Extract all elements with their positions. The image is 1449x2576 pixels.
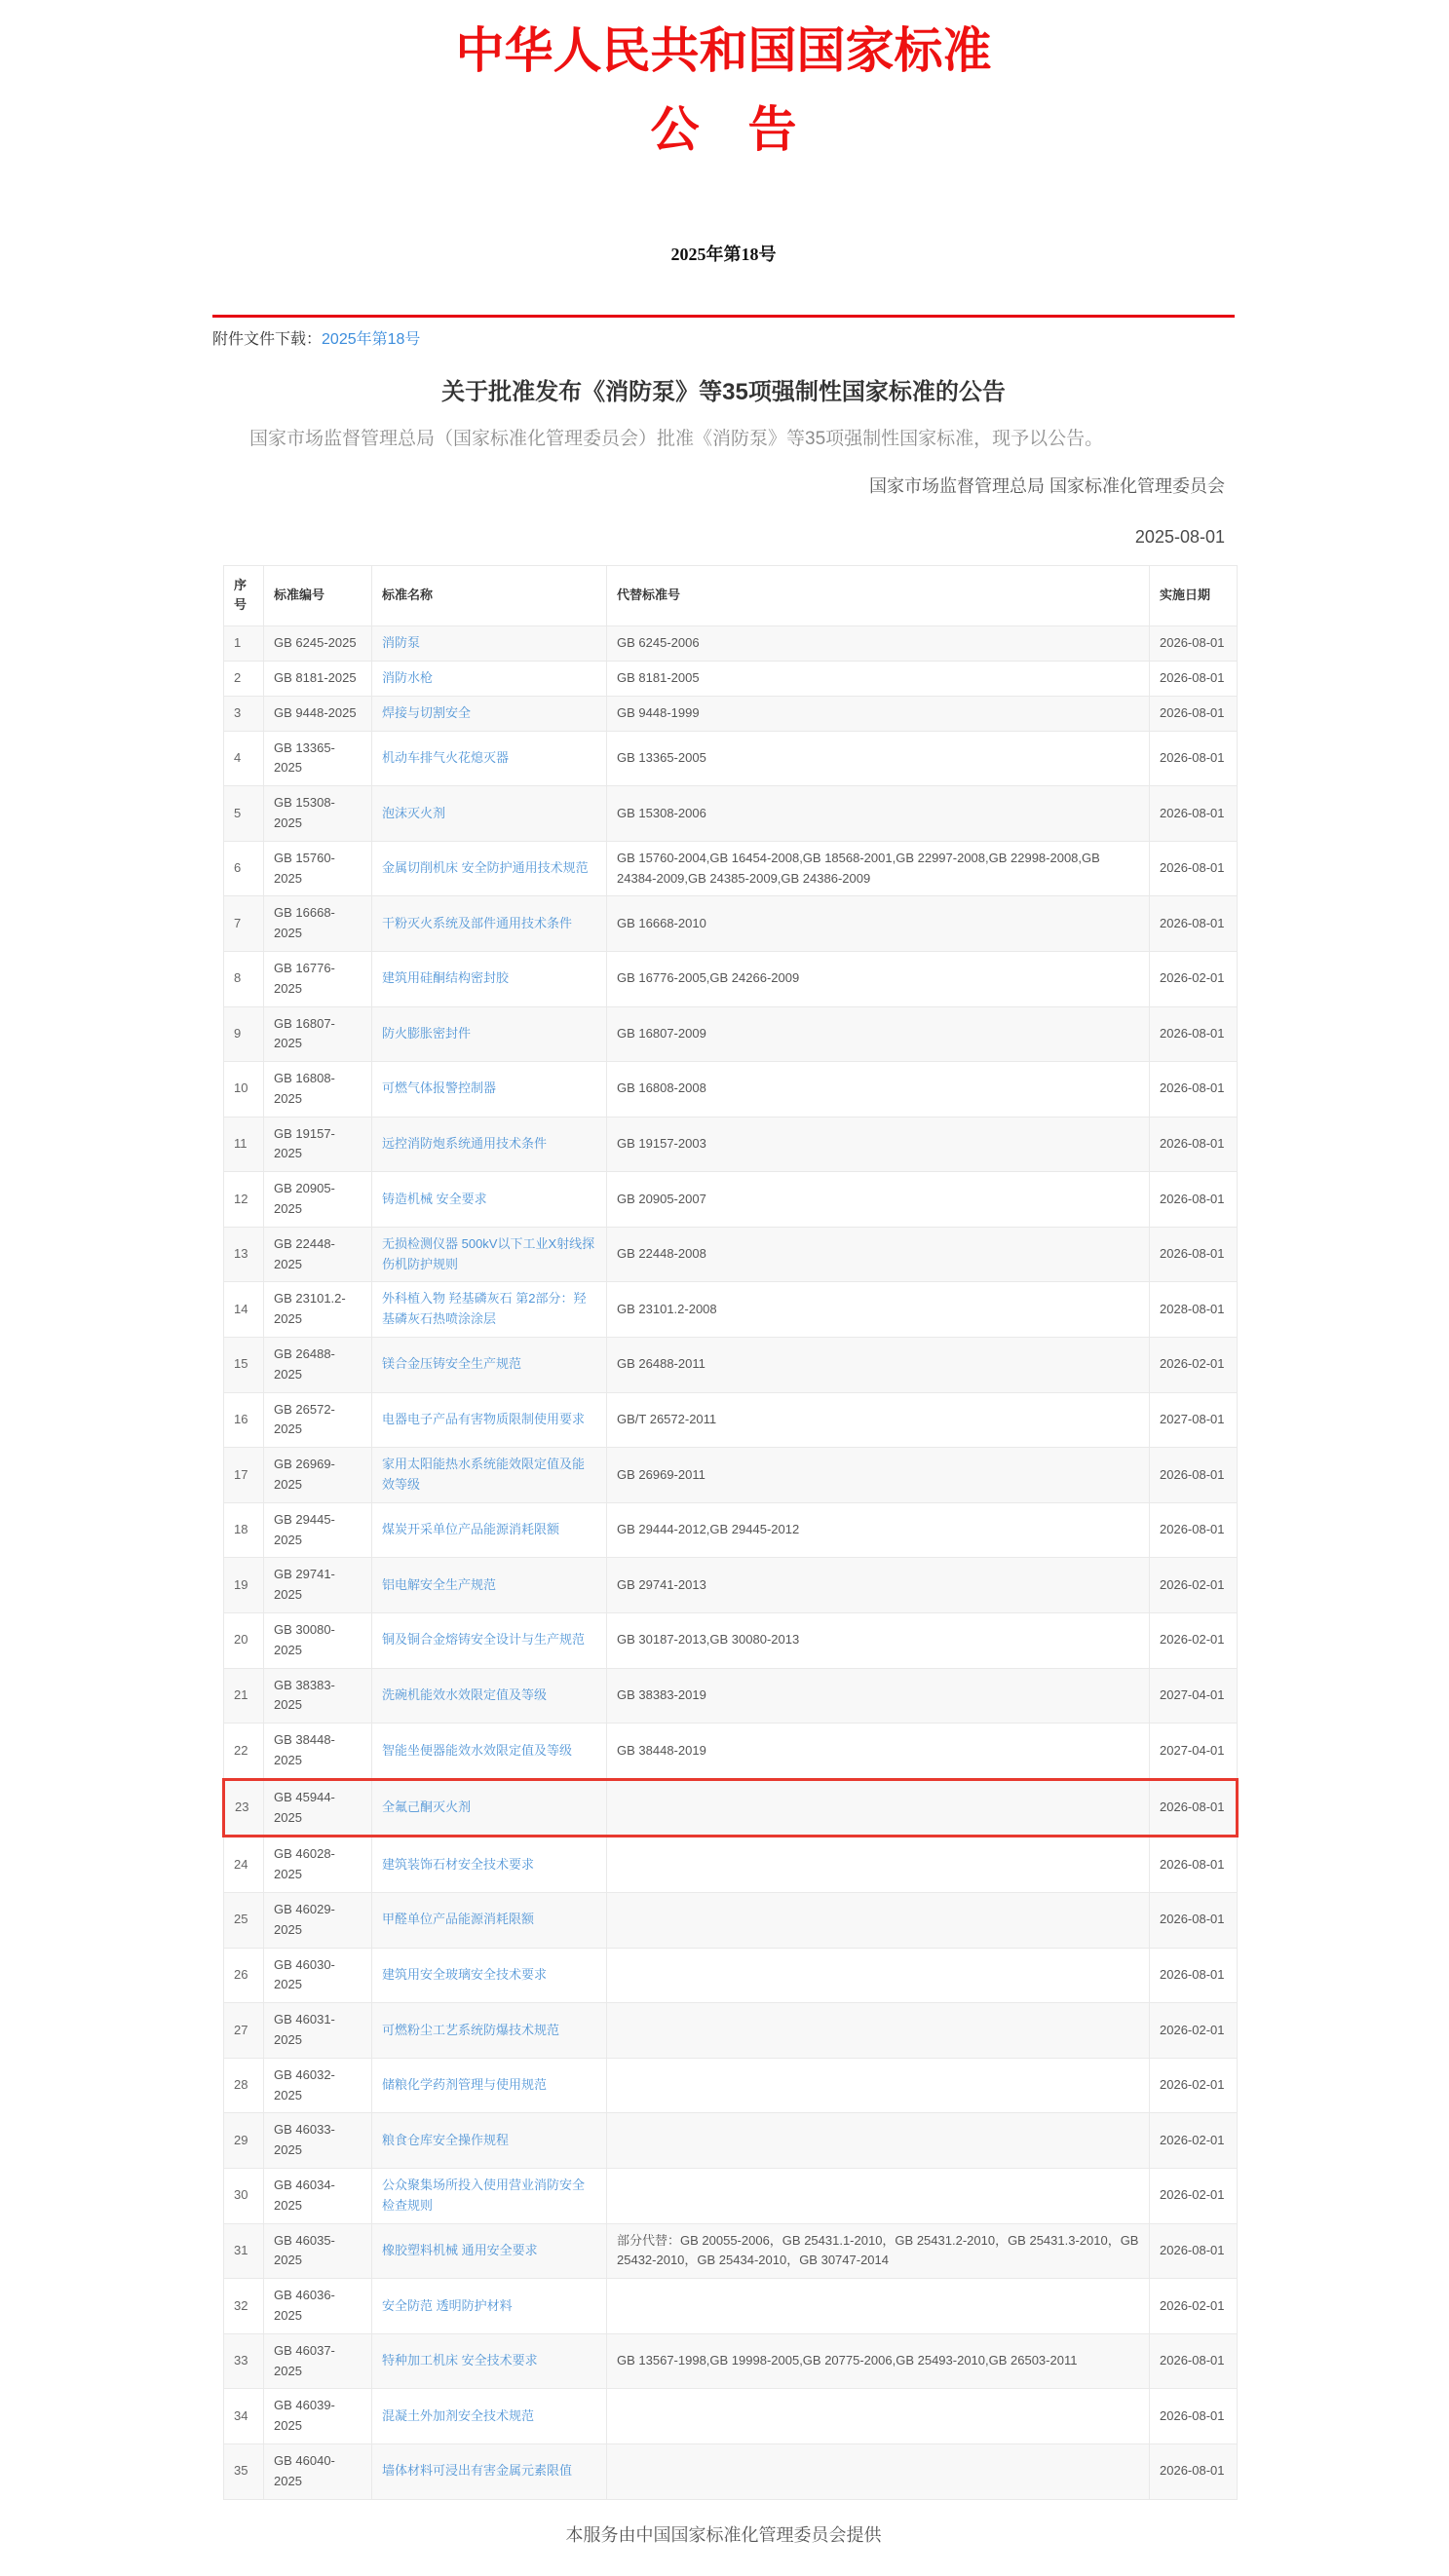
replaced-standard-cell: GB 13365-2005 bbox=[607, 731, 1150, 786]
standard-name-link[interactable]: 混凝土外加剂安全技术规范 bbox=[382, 2407, 535, 2423]
implementation-date-cell: 2026-08-01 bbox=[1150, 841, 1238, 896]
implementation-date-cell: 2026-08-01 bbox=[1150, 786, 1238, 842]
standard-name-cell bbox=[372, 1392, 607, 1448]
standard-code-cell: GB 46040-2025 bbox=[264, 2443, 372, 2499]
replaced-standard-cell bbox=[607, 2168, 1150, 2223]
replaced-standard-cell: GB 30187-2013,GB 30080-2013 bbox=[607, 1613, 1150, 1669]
page-title: 中华人民共和国国家标准 bbox=[455, 23, 992, 78]
replaced-standard-cell: GB 38448-2019 bbox=[607, 1724, 1150, 1780]
standard-code-cell: GB 19157-2025 bbox=[264, 1117, 372, 1172]
issuer-signature: 国家市场监督管理总局 国家标准化管理委员会 bbox=[869, 475, 1225, 496]
standard-name-link[interactable]: 电器电子产品有害物质限制使用要求 bbox=[382, 1412, 586, 1427]
table-row bbox=[224, 2223, 1238, 2279]
standard-name-cell bbox=[372, 2003, 607, 2059]
attachment-label: 附件文件下载： bbox=[212, 331, 323, 348]
replaced-standard-cell: GB 8181-2005 bbox=[607, 661, 1150, 696]
standard-name-link[interactable]: 全氟己酮灭火剂 bbox=[382, 1799, 472, 1815]
col-header-name: 标准名称 bbox=[372, 565, 607, 626]
replaced-standard-cell: GB 23101.2-2008 bbox=[607, 1282, 1150, 1338]
standard-name-link[interactable]: 智能坐便器能效水效限定值及等级 bbox=[382, 1742, 573, 1758]
row-no-cell: 25 bbox=[224, 1893, 264, 1949]
row-no-cell: 29 bbox=[224, 2113, 264, 2169]
table-row bbox=[224, 1724, 1238, 1780]
col-header-index: 序号 bbox=[224, 565, 264, 626]
standard-name-link[interactable]: 外科植入物 羟基磷灰石 第2部分：羟基磷灰石热喷涂涂层 bbox=[382, 1291, 587, 1327]
standard-name-cell bbox=[372, 2223, 607, 2279]
standard-name-cell bbox=[372, 896, 607, 952]
row-no-cell: 23 bbox=[224, 1779, 264, 1837]
implementation-date-cell: 2026-08-01 bbox=[1150, 626, 1238, 662]
standard-code-cell: GB 16668-2025 bbox=[264, 896, 372, 952]
row-no-cell: 28 bbox=[224, 2058, 264, 2113]
standard-name-link[interactable]: 焊接与切割安全 bbox=[382, 704, 472, 720]
row-no-cell: 34 bbox=[224, 2389, 264, 2444]
standard-name-cell bbox=[372, 696, 607, 731]
standard-name-link[interactable]: 洗碗机能效水效限定值及等级 bbox=[382, 1687, 548, 1703]
standard-code-cell: GB 46034-2025 bbox=[264, 2168, 372, 2223]
standard-code-cell: GB 9448-2025 bbox=[264, 696, 372, 731]
standard-name-cell bbox=[372, 1724, 607, 1780]
standard-name-link[interactable]: 机动车排气火花熄灭器 bbox=[382, 749, 510, 765]
standard-name-cell bbox=[372, 2333, 607, 2389]
replaced-standard-cell: GB 16807-2009 bbox=[607, 1006, 1150, 1062]
standard-name-cell bbox=[372, 841, 607, 896]
row-no-cell: 6 bbox=[224, 841, 264, 896]
replaced-standard-cell bbox=[607, 2389, 1150, 2444]
issue-number: 2025年第18号 bbox=[670, 245, 777, 264]
implementation-date-cell: 2026-08-01 bbox=[1150, 731, 1238, 786]
table-row bbox=[224, 841, 1238, 896]
row-no-cell: 9 bbox=[224, 1006, 264, 1062]
table-row bbox=[224, 1948, 1238, 2003]
standard-name-cell bbox=[372, 1779, 607, 1837]
standard-code-cell: GB 38448-2025 bbox=[264, 1724, 372, 1780]
standard-name-cell bbox=[372, 1172, 607, 1228]
table-row bbox=[224, 1117, 1238, 1172]
page-subtitle: 公 告 bbox=[650, 102, 797, 157]
table-row bbox=[224, 2058, 1238, 2113]
implementation-date-cell: 2026-08-01 bbox=[1150, 896, 1238, 952]
replaced-standard-cell bbox=[607, 2113, 1150, 2169]
standard-name-link[interactable]: 储粮化学药剂管理与使用规范 bbox=[382, 2077, 548, 2093]
replaced-standard-cell bbox=[607, 2443, 1150, 2499]
standard-name-link[interactable]: 铸造机械 安全要求 bbox=[382, 1191, 487, 1206]
row-no-cell: 1 bbox=[224, 626, 264, 662]
table-row bbox=[224, 1558, 1238, 1613]
table-header-row bbox=[224, 565, 1238, 626]
standard-name-link[interactable]: 干粉灭火系统及部件通用技术条件 bbox=[382, 915, 573, 930]
row-no-cell: 32 bbox=[224, 2279, 264, 2334]
table-row bbox=[224, 1448, 1238, 1503]
standard-code-cell: GB 16807-2025 bbox=[264, 1006, 372, 1062]
standard-code-cell: GB 46039-2025 bbox=[264, 2389, 372, 2444]
standard-code-cell: GB 45944-2025 bbox=[264, 1779, 372, 1837]
row-no-cell: 5 bbox=[224, 786, 264, 842]
replaced-standard-cell bbox=[607, 1779, 1150, 1837]
replaced-standard-cell: GB 16808-2008 bbox=[607, 1062, 1150, 1118]
implementation-date-cell: 2026-08-01 bbox=[1150, 1837, 1238, 1893]
standard-code-cell: GB 23101.2-2025 bbox=[264, 1282, 372, 1338]
standard-name-link[interactable]: 消防泵 bbox=[382, 635, 421, 651]
row-no-cell: 20 bbox=[224, 1613, 264, 1669]
standard-name-link[interactable]: 公众聚集场所投入使用营业消防安全检查规则 bbox=[382, 2177, 586, 2213]
row-no-cell: 14 bbox=[224, 1282, 264, 1338]
replaced-standard-cell: GB 26969-2011 bbox=[607, 1448, 1150, 1503]
row-no-cell: 10 bbox=[224, 1062, 264, 1118]
col-header-replaced: 代替标准号 bbox=[607, 565, 1150, 626]
standard-name-cell bbox=[372, 1117, 607, 1172]
standard-name-cell bbox=[372, 2443, 607, 2499]
standard-name-cell bbox=[372, 2279, 607, 2334]
standard-code-cell: GB 16808-2025 bbox=[264, 1062, 372, 1118]
implementation-date-cell: 2026-08-01 bbox=[1150, 2223, 1238, 2279]
standard-name-link[interactable]: 甲醛单位产品能源消耗限额 bbox=[382, 1912, 535, 1927]
standard-name-link[interactable]: 煤炭开采单位产品能源消耗限额 bbox=[382, 1522, 560, 1537]
standard-code-cell: GB 46035-2025 bbox=[264, 2223, 372, 2279]
row-no-cell: 17 bbox=[224, 1448, 264, 1503]
row-no-cell: 15 bbox=[224, 1338, 264, 1393]
table-row bbox=[224, 1338, 1238, 1393]
replaced-standard-cell: GB 13567-1998,GB 19998-2005,GB 20775-2006,GB 25493-2010,GB 26503-2011 bbox=[607, 2333, 1150, 2389]
standard-code-cell: GB 46029-2025 bbox=[264, 1893, 372, 1949]
row-no-cell: 22 bbox=[224, 1724, 264, 1780]
standard-name-link[interactable]: 建筑用安全玻璃安全技术要求 bbox=[382, 1966, 548, 1982]
table-row bbox=[224, 1062, 1238, 1118]
table-row bbox=[224, 1893, 1238, 1949]
row-no-cell: 16 bbox=[224, 1392, 264, 1448]
table-row bbox=[224, 1502, 1238, 1558]
replaced-standard-cell: GB 20905-2007 bbox=[607, 1172, 1150, 1228]
row-no-cell: 7 bbox=[224, 896, 264, 952]
row-no-cell: 24 bbox=[224, 1837, 264, 1893]
replaced-standard-cell bbox=[607, 1893, 1150, 1949]
standard-code-cell: GB 26572-2025 bbox=[264, 1392, 372, 1448]
row-no-cell: 8 bbox=[224, 951, 264, 1006]
standard-name-cell bbox=[372, 2113, 607, 2169]
standard-name-link[interactable]: 粮食仓库安全操作规程 bbox=[382, 2132, 510, 2147]
table-row bbox=[224, 1282, 1238, 1338]
standard-name-link[interactable]: 建筑用硅酮结构密封胶 bbox=[382, 970, 510, 986]
row-no-cell: 3 bbox=[224, 696, 264, 731]
implementation-date-cell: 2026-08-01 bbox=[1150, 2389, 1238, 2444]
implementation-date-cell: 2026-02-01 bbox=[1150, 1558, 1238, 1613]
implementation-date-cell: 2027-04-01 bbox=[1150, 1668, 1238, 1724]
implementation-date-cell: 2026-02-01 bbox=[1150, 2113, 1238, 2169]
standard-name-cell bbox=[372, 1227, 607, 1282]
issue-date: 2025-08-01 bbox=[1134, 526, 1225, 547]
standard-name-cell bbox=[372, 731, 607, 786]
standard-code-cell: GB 16776-2025 bbox=[264, 951, 372, 1006]
standard-code-cell: GB 46037-2025 bbox=[264, 2333, 372, 2389]
replaced-standard-cell bbox=[607, 2279, 1150, 2334]
row-no-cell: 18 bbox=[224, 1502, 264, 1558]
row-no-cell: 21 bbox=[224, 1668, 264, 1724]
table-row bbox=[224, 2279, 1238, 2334]
standard-name-link[interactable]: 远控消防炮系统通用技术条件 bbox=[382, 1136, 548, 1152]
replaced-standard-cell bbox=[607, 1948, 1150, 2003]
col-header-code: 标准编号 bbox=[264, 565, 372, 626]
table-row bbox=[224, 2333, 1238, 2389]
standard-name-cell bbox=[372, 1613, 607, 1669]
row-no-cell: 4 bbox=[224, 731, 264, 786]
standard-name-link[interactable]: 金属切削机床 安全防护通用技术规范 bbox=[382, 860, 589, 876]
standard-code-cell: GB 13365-2025 bbox=[264, 731, 372, 786]
table-row bbox=[224, 696, 1238, 731]
replaced-standard-cell: GB 38383-2019 bbox=[607, 1668, 1150, 1724]
table-row bbox=[224, 896, 1238, 952]
implementation-date-cell: 2026-08-01 bbox=[1150, 1062, 1238, 1118]
table-row bbox=[224, 786, 1238, 842]
row-no-cell: 13 bbox=[224, 1227, 264, 1282]
standard-name-link[interactable]: 消防水枪 bbox=[382, 669, 434, 685]
table-row bbox=[224, 1613, 1238, 1669]
notice-title: 关于批准发布《消防泵》等35项强制性国家标准的公告 bbox=[441, 379, 1006, 405]
standard-name-cell bbox=[372, 1948, 607, 2003]
standard-name-link[interactable]: 可燃气体报警控制器 bbox=[382, 1080, 497, 1096]
replaced-standard-cell: GB 29741-2013 bbox=[607, 1558, 1150, 1613]
table-row bbox=[224, 661, 1238, 696]
standard-name-cell bbox=[372, 1282, 607, 1338]
standard-name-cell bbox=[372, 2058, 607, 2113]
implementation-date-cell: 2026-02-01 bbox=[1150, 2168, 1238, 2223]
table-row bbox=[224, 2168, 1238, 2223]
standard-name-cell bbox=[372, 1893, 607, 1949]
implementation-date-cell: 2026-08-01 bbox=[1150, 1893, 1238, 1949]
standard-name-cell bbox=[372, 1558, 607, 1613]
standard-code-cell: GB 22448-2025 bbox=[264, 1227, 372, 1282]
standard-name-cell bbox=[372, 2168, 607, 2223]
standard-code-cell: GB 46032-2025 bbox=[264, 2058, 372, 2113]
standards-table bbox=[222, 565, 1239, 2500]
table-row bbox=[224, 2003, 1238, 2059]
standard-name-cell bbox=[372, 786, 607, 842]
table-row bbox=[224, 1227, 1238, 1282]
standard-code-cell: GB 29445-2025 bbox=[264, 1502, 372, 1558]
standard-name-link[interactable]: 家用太阳能热水系统能效限定值及能效等级 bbox=[382, 1457, 586, 1493]
standard-code-cell: GB 8181-2025 bbox=[264, 661, 372, 696]
implementation-date-cell: 2026-08-01 bbox=[1150, 2443, 1238, 2499]
footer-note: 本服务由中国国家标准化管理委员会提供 bbox=[565, 2524, 882, 2545]
implementation-date-cell: 2026-02-01 bbox=[1150, 2058, 1238, 2113]
standard-name-link[interactable]: 铜及铜合金熔铸安全设计与生产规范 bbox=[382, 1632, 586, 1648]
standard-name-link[interactable]: 建筑装饰石材安全技术要求 bbox=[382, 1856, 535, 1872]
standard-name-cell bbox=[372, 661, 607, 696]
standard-code-cell: GB 46028-2025 bbox=[264, 1837, 372, 1893]
row-no-cell: 33 bbox=[224, 2333, 264, 2389]
standard-name-cell bbox=[372, 626, 607, 662]
standard-code-cell: GB 6245-2025 bbox=[264, 626, 372, 662]
standard-code-cell: GB 15760-2025 bbox=[264, 841, 372, 896]
row-no-cell: 30 bbox=[224, 2168, 264, 2223]
standard-name-cell bbox=[372, 2389, 607, 2444]
implementation-date-cell: 2026-08-01 bbox=[1150, 1779, 1238, 1837]
standard-name-link[interactable]: 镁合金压铸安全生产规范 bbox=[382, 1356, 522, 1372]
implementation-date-cell: 2026-08-01 bbox=[1150, 1448, 1238, 1503]
red-divider-rule bbox=[212, 315, 1235, 318]
table-row bbox=[224, 951, 1238, 1006]
implementation-date-cell: 2026-08-01 bbox=[1150, 2333, 1238, 2389]
standard-code-cell: GB 26488-2025 bbox=[264, 1338, 372, 1393]
table-row bbox=[224, 1837, 1238, 1893]
standard-name-link[interactable]: 铝电解安全生产规范 bbox=[382, 1576, 497, 1592]
standard-name-link[interactable]: 泡沫灭火剂 bbox=[382, 805, 446, 820]
standard-name-cell bbox=[372, 1837, 607, 1893]
replaced-standard-cell: GB 16668-2010 bbox=[607, 896, 1150, 952]
implementation-date-cell: 2027-08-01 bbox=[1150, 1392, 1238, 1448]
standard-name-cell bbox=[372, 1006, 607, 1062]
standard-name-link[interactable]: 特种加工机床 安全技术要求 bbox=[382, 2353, 538, 2368]
replaced-standard-cell: GB 19157-2003 bbox=[607, 1117, 1150, 1172]
replaced-standard-cell: GB 9448-1999 bbox=[607, 696, 1150, 731]
standard-name-cell bbox=[372, 951, 607, 1006]
implementation-date-cell: 2026-02-01 bbox=[1150, 951, 1238, 1006]
replaced-standard-cell: GB 29444-2012,GB 29445-2012 bbox=[607, 1502, 1150, 1558]
attachment-download-row bbox=[212, 326, 1235, 349]
standard-name-link[interactable]: 橡胶塑料机械 通用安全要求 bbox=[382, 2242, 538, 2257]
implementation-date-cell: 2026-08-01 bbox=[1150, 1227, 1238, 1282]
standard-name-cell bbox=[372, 1062, 607, 1118]
standard-code-cell: GB 26969-2025 bbox=[264, 1448, 372, 1503]
table-row bbox=[224, 1779, 1238, 1837]
implementation-date-cell: 2026-08-01 bbox=[1150, 696, 1238, 731]
implementation-date-cell: 2026-08-01 bbox=[1150, 1172, 1238, 1228]
standard-code-cell: GB 38383-2025 bbox=[264, 1668, 372, 1724]
replaced-standard-cell: GB 15760-2004,GB 16454-2008,GB 18568-2001,GB 22997-2008,GB 22998-2008,GB 24384-2009,GB 24385-2009,GB 24386-2009 bbox=[607, 841, 1150, 896]
replaced-standard-cell: GB 16776-2005,GB 24266-2009 bbox=[607, 951, 1150, 1006]
standard-code-cell: GB 46030-2025 bbox=[264, 1948, 372, 2003]
standard-code-cell: GB 46036-2025 bbox=[264, 2279, 372, 2334]
implementation-date-cell: 2027-04-01 bbox=[1150, 1724, 1238, 1780]
standard-code-cell: GB 30080-2025 bbox=[264, 1613, 372, 1669]
row-no-cell: 27 bbox=[224, 2003, 264, 2059]
standard-name-cell bbox=[372, 1448, 607, 1503]
row-no-cell: 2 bbox=[224, 661, 264, 696]
implementation-date-cell: 2026-08-01 bbox=[1150, 661, 1238, 696]
table-row bbox=[224, 1006, 1238, 1062]
standard-name-cell bbox=[372, 1338, 607, 1393]
col-header-date: 实施日期 bbox=[1150, 565, 1238, 626]
row-no-cell: 26 bbox=[224, 1948, 264, 2003]
standard-name-link[interactable]: 无损检测仪器 500kV以下工业X射线探伤机防护规则 bbox=[382, 1235, 595, 1271]
row-no-cell: 35 bbox=[224, 2443, 264, 2499]
standard-code-cell: GB 46033-2025 bbox=[264, 2113, 372, 2169]
notice-body-paragraph: 国家市场监督管理总局（国家标准化管理委员会）批准《消防泵》等35项强制性国家标准，现予以公告。 bbox=[249, 429, 1104, 449]
implementation-date-cell: 2028-08-01 bbox=[1150, 1282, 1238, 1338]
standard-name-cell bbox=[372, 1502, 607, 1558]
replaced-standard-cell: 部分代替：GB 20055-2006，GB 25431.1-2010，GB 25431.2-2010，GB 25431.3-2010，GB 25432-2010，GB 25434-2010，GB 30747-2014 bbox=[607, 2223, 1150, 2279]
replaced-standard-cell bbox=[607, 2003, 1150, 2059]
implementation-date-cell: 2026-02-01 bbox=[1150, 1613, 1238, 1669]
standard-code-cell: GB 29741-2025 bbox=[264, 1558, 372, 1613]
table-row bbox=[224, 1668, 1238, 1724]
standard-name-link[interactable]: 墙体材料可浸出有害金属元素限值 bbox=[382, 2463, 573, 2479]
replaced-standard-cell: GB/T 26572-2011 bbox=[607, 1392, 1150, 1448]
table-row bbox=[224, 1172, 1238, 1228]
table-row bbox=[224, 2389, 1238, 2444]
row-no-cell: 12 bbox=[224, 1172, 264, 1228]
standard-code-cell: GB 46031-2025 bbox=[264, 2003, 372, 2059]
standard-name-link[interactable]: 防火膨胀密封件 bbox=[382, 1025, 472, 1041]
standard-name-link[interactable]: 安全防范 透明防护材料 bbox=[382, 2297, 513, 2313]
implementation-date-cell: 2026-08-01 bbox=[1150, 1948, 1238, 2003]
implementation-date-cell: 2026-08-01 bbox=[1150, 1006, 1238, 1062]
table-row bbox=[224, 1392, 1238, 1448]
implementation-date-cell: 2026-08-01 bbox=[1150, 1117, 1238, 1172]
row-no-cell: 11 bbox=[224, 1117, 264, 1172]
replaced-standard-cell: GB 15308-2006 bbox=[607, 786, 1150, 842]
table-row bbox=[224, 731, 1238, 786]
replaced-standard-cell bbox=[607, 2058, 1150, 2113]
table-row bbox=[224, 626, 1238, 662]
announcement-page bbox=[212, 24, 1235, 2547]
standard-name-cell bbox=[372, 1668, 607, 1724]
table-row bbox=[224, 2443, 1238, 2499]
implementation-date-cell: 2026-02-01 bbox=[1150, 1338, 1238, 1393]
implementation-date-cell: 2026-08-01 bbox=[1150, 1502, 1238, 1558]
replaced-standard-cell: GB 22448-2008 bbox=[607, 1227, 1150, 1282]
replaced-standard-cell: GB 26488-2011 bbox=[607, 1338, 1150, 1393]
replaced-standard-cell: GB 6245-2006 bbox=[607, 626, 1150, 662]
row-no-cell: 31 bbox=[224, 2223, 264, 2279]
row-no-cell: 19 bbox=[224, 1558, 264, 1613]
standard-code-cell: GB 15308-2025 bbox=[264, 786, 372, 842]
implementation-date-cell: 2026-02-01 bbox=[1150, 2003, 1238, 2059]
standard-code-cell: GB 20905-2025 bbox=[264, 1172, 372, 1228]
standard-name-link[interactable]: 可燃粉尘工艺系统防爆技术规范 bbox=[382, 2022, 560, 2037]
attachment-link[interactable]: 2025年第18号 bbox=[322, 331, 421, 348]
replaced-standard-cell bbox=[607, 1837, 1150, 1893]
implementation-date-cell: 2026-02-01 bbox=[1150, 2279, 1238, 2334]
table-row bbox=[224, 2113, 1238, 2169]
